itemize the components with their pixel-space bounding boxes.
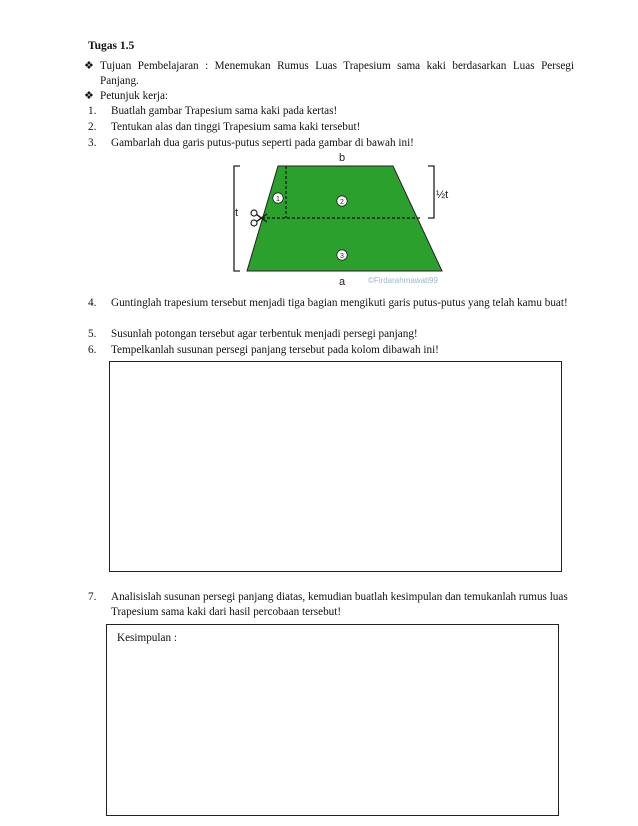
- step-number: 5.: [88, 328, 97, 340]
- piece-marker-3: [337, 250, 347, 260]
- svg-text:1: 1: [276, 196, 280, 203]
- label-half-t: ½t: [436, 189, 449, 201]
- conclusion-box[interactable]: [106, 624, 559, 816]
- step-7: [88, 590, 570, 620]
- trapezoid-figure: [226, 150, 458, 288]
- diamond-bullet-icon: ❖: [84, 90, 94, 102]
- task-title: Tugas 1.5: [88, 40, 135, 52]
- conclusion-label: Kesimpulan :: [117, 632, 177, 644]
- step-4: [88, 296, 568, 311]
- diamond-bullet-icon: ❖: [84, 60, 94, 72]
- piece-marker-2: [337, 196, 347, 206]
- work-instructions-heading: [84, 89, 574, 104]
- learning-objective-text: Tujuan Pembelajaran : Menemukan Rumus Luas Trapesium sama kaki berdasarkan Luas Persegi Panjang.: [100, 60, 574, 87]
- step-text: Analisislah susunan persegi panjang diatas, kemudian buatlah kesimpulan dan temukanlah rumus luas Trapesium sama kaki dari hasil percobaan tersebut!: [111, 591, 568, 618]
- step-2: [88, 120, 568, 135]
- paste-area-box[interactable]: [109, 361, 562, 572]
- step-number: 7.: [88, 591, 97, 603]
- half-height-bracket: [428, 166, 434, 218]
- step-text: Buatlah gambar Trapesium sama kaki pada kertas!: [111, 105, 338, 117]
- step-text: Tentukan alas dan tinggi Trapesium sama kaki tersebut!: [111, 121, 361, 133]
- step-number: 1.: [88, 105, 97, 117]
- piece-marker-1: [273, 193, 283, 203]
- step-5: [88, 327, 568, 342]
- work-instructions-text: Petunjuk kerja:: [100, 90, 169, 102]
- step-6: [88, 343, 568, 358]
- svg-text:3: 3: [340, 253, 344, 260]
- label-a: a: [339, 276, 346, 288]
- step-3: [88, 136, 568, 151]
- watermark: ©Firdarahmawati99: [368, 276, 438, 285]
- step-text: Susunlah potongan tersebut agar terbentuk menjadi persegi panjang!: [111, 328, 418, 340]
- svg-text:2: 2: [340, 199, 344, 206]
- step-number: 2.: [88, 121, 97, 133]
- label-t: t: [235, 207, 239, 219]
- step-number: 6.: [88, 344, 97, 356]
- learning-objective: [84, 59, 574, 89]
- step-number: 4.: [88, 297, 97, 309]
- step-1: [88, 104, 568, 119]
- step-text: Guntinglah trapesium tersebut menjadi tiga bagian mengikuti garis putus-putus yang telah kamu buat!: [111, 297, 568, 309]
- step-text: Gambarlah dua garis putus-putus seperti pada gambar di bawah ini!: [111, 137, 414, 149]
- step-number: 3.: [88, 137, 97, 149]
- label-b: b: [339, 152, 346, 164]
- step-text: Tempelkanlah susunan persegi panjang tersebut pada kolom dibawah ini!: [111, 344, 439, 356]
